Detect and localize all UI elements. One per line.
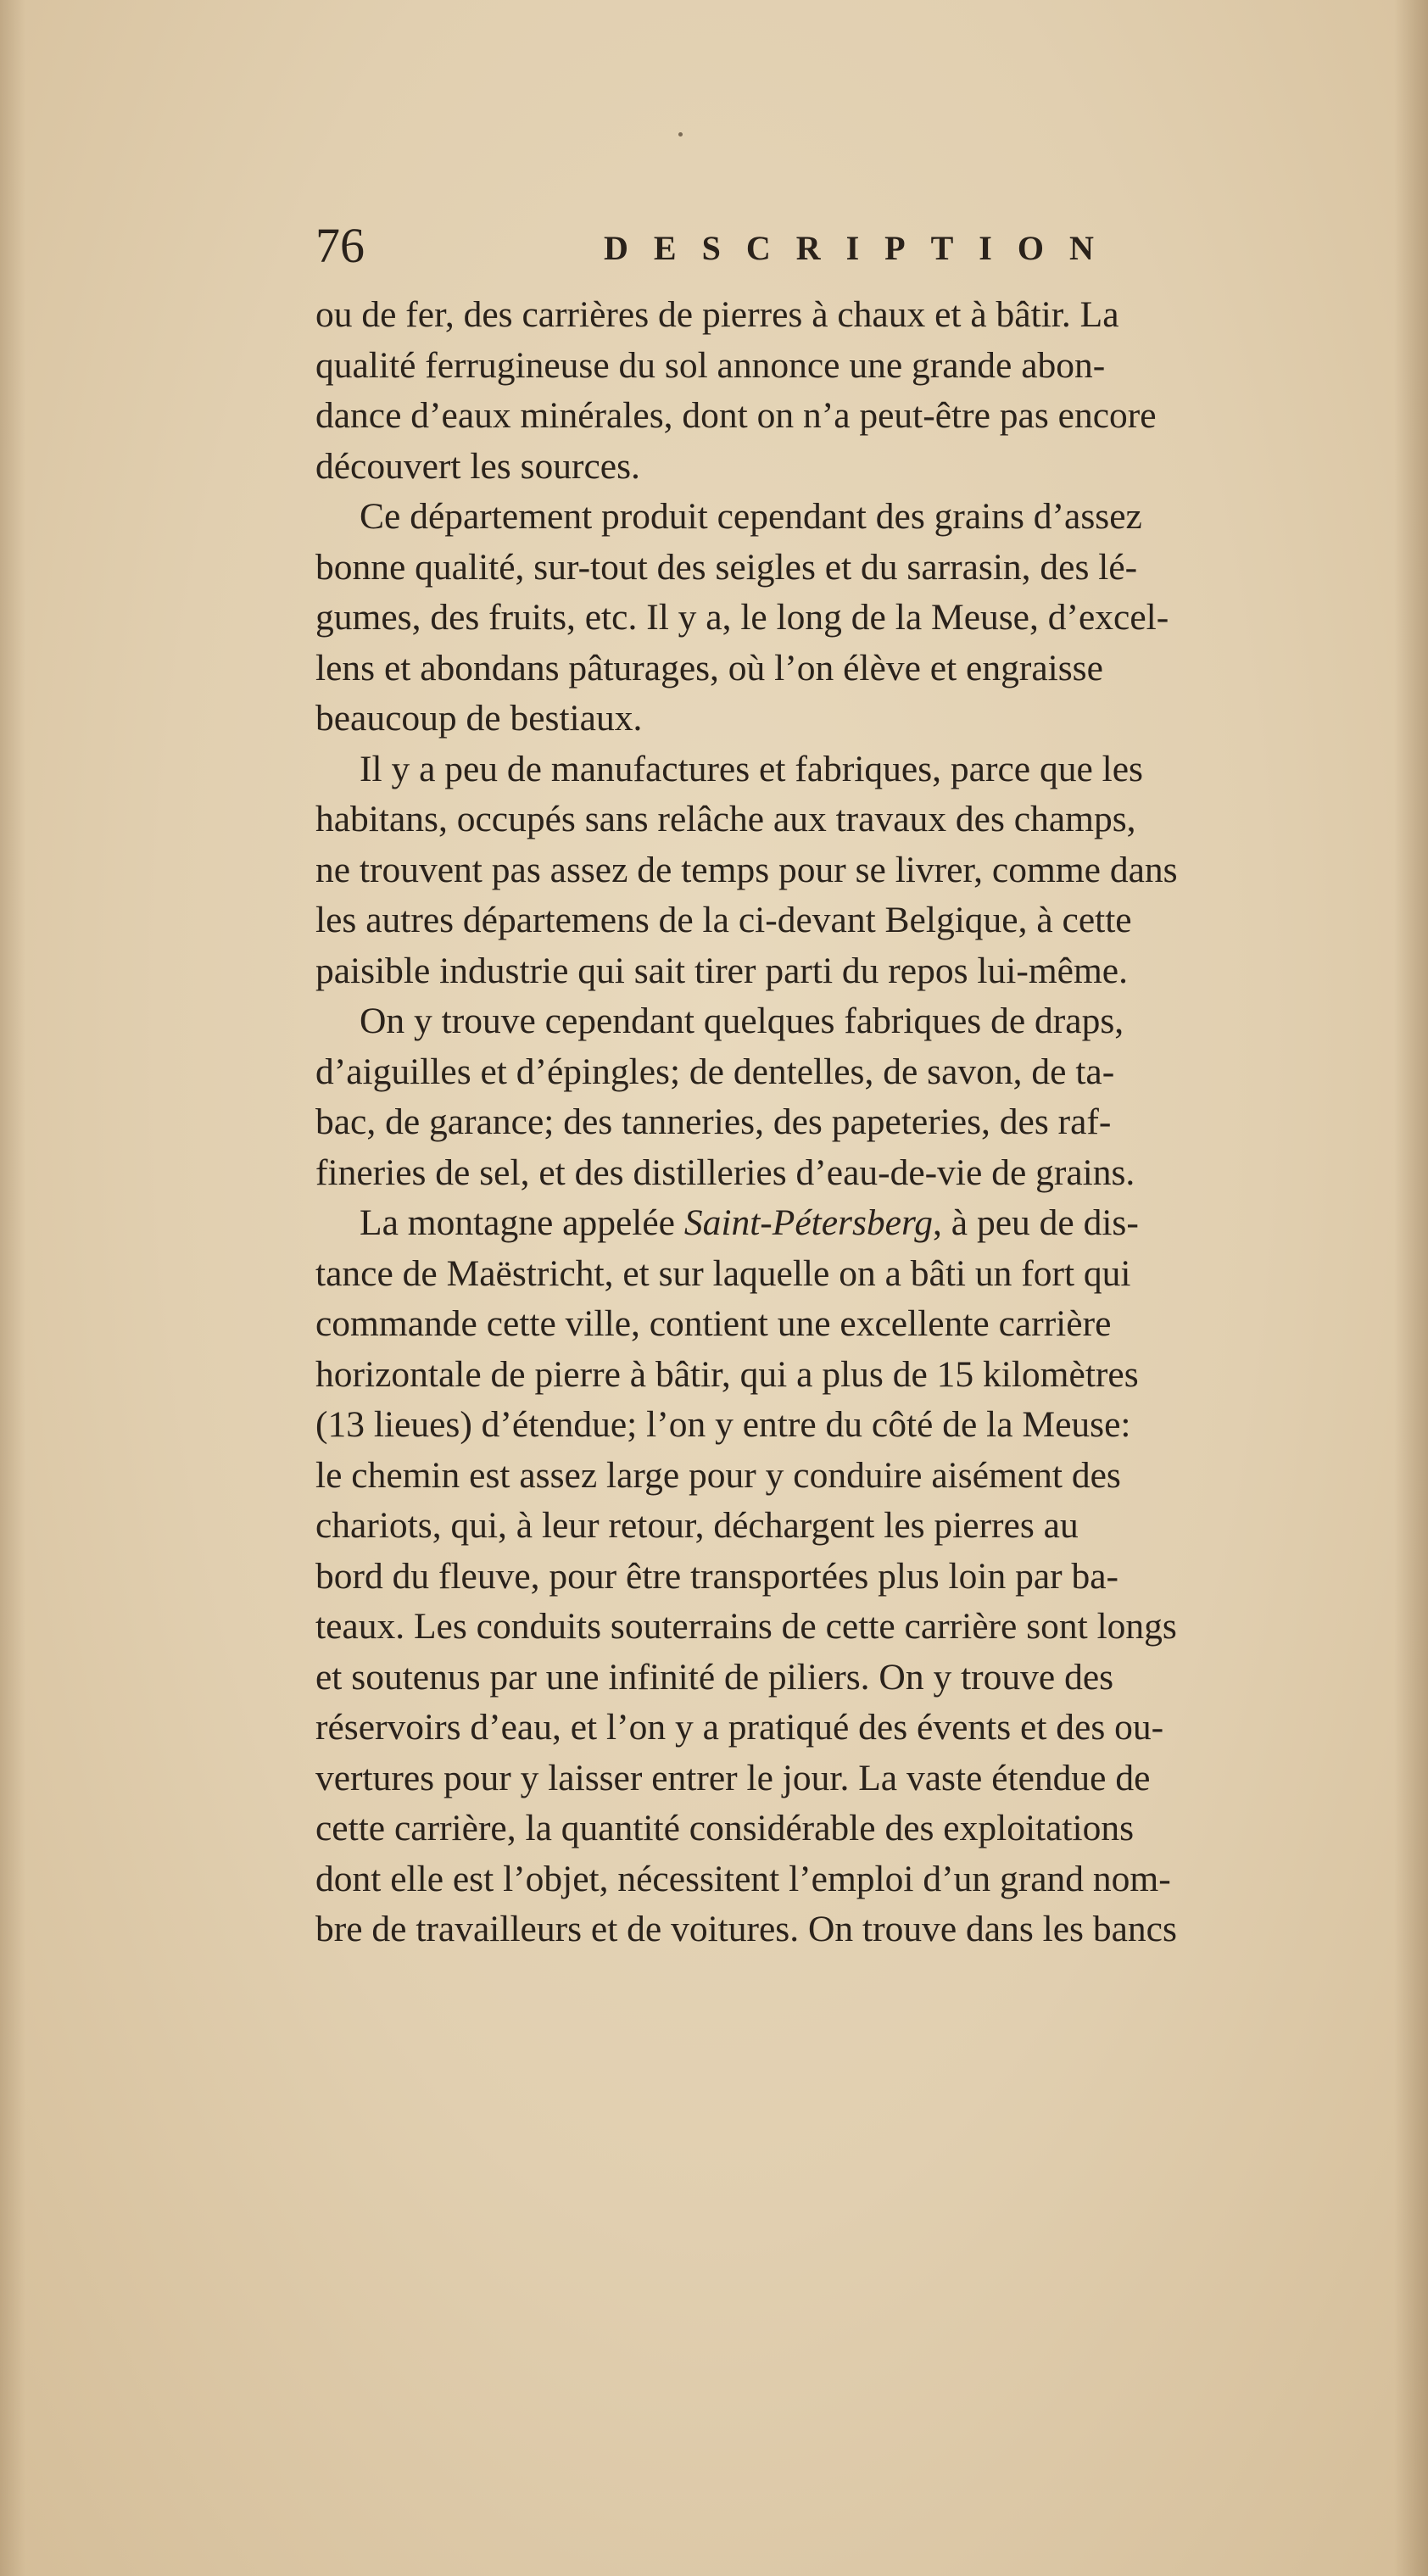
text-line: vertures pour y laisser entrer le jour. La vaste étendue de — [315, 1757, 1151, 1798]
text-line: chariots, qui, à leur retour, déchargent les pierres au — [315, 1505, 1079, 1546]
text-line: d’aiguilles et d’épingles; de dentelles, de savon, de ta- — [315, 1051, 1115, 1092]
text-line — [315, 1198, 1428, 1249]
text-line: cette carrière, la quantité considérable des exploitations — [315, 1808, 1135, 1848]
text-line: le chemin est assez large pour y conduire aisément des — [315, 1454, 1121, 1496]
italic-place-name: Saint-Pétersberg — [683, 1202, 934, 1243]
body-text — [315, 290, 1428, 1955]
text-segment: , à peu de dis- — [933, 1202, 1139, 1243]
page-left-shadow — [0, 0, 25, 2576]
text-line: bre de travailleurs et de voitures. On trouve dans les bancs — [315, 1909, 1177, 1949]
text-line: paisible industrie qui sait tirer parti du repos lui-même. — [315, 950, 1128, 991]
text-line: réservoirs d’eau, et l’on y a pratiqué des évents et des ou- — [315, 1707, 1164, 1748]
text-line: Ce département produit cependant des grains d’assez — [360, 496, 1142, 537]
page-number: 76 — [315, 218, 365, 273]
text-line: qualité ferrugineuse du sol annonce une grande abon- — [315, 344, 1106, 386]
text-line: teaux. Les conduits souterrains de cette carrière sont longs — [315, 1606, 1177, 1647]
text-line: fineries de sel, et des distilleries d’eau-de-vie de grains. — [315, 1151, 1135, 1193]
text-line: découvert les sources. — [315, 445, 640, 487]
text-line: ou de fer, des carrières de pierres à chaux et à bâtir. La — [315, 294, 1119, 335]
text-line: tance de Maëstricht, et sur laquelle on a bâti un fort qui — [315, 1252, 1131, 1294]
text-line: bonne qualité, sur-tout des seigles et du sarrasin, des lé- — [315, 546, 1138, 588]
text-line: On y trouve cependant quelques fabriques de draps, — [360, 1001, 1124, 1041]
text-line: bac, de garance; des tanneries, des papeteries, des raf- — [315, 1101, 1112, 1142]
text-line: habitans, occupés sans relâche aux travaux des champs, — [315, 799, 1136, 839]
text-segment: La montagne appelée — [360, 1202, 684, 1243]
text-line: (13 lieues) d’étendue; l’on y entre du côté de la Meuse: — [315, 1404, 1131, 1445]
text-line: gumes, des fruits, etc. Il y a, le long de la Meuse, d’excel- — [315, 597, 1169, 638]
text-line: et soutenus par une infinité de piliers. On y trouve des — [315, 1656, 1114, 1698]
page-header — [315, 212, 1384, 280]
text-line: dance d’eaux minérales, dont on n’a peut-être pas encore — [315, 395, 1157, 436]
text-line: les autres départemens de la ci-devant Belgique, à cette — [315, 900, 1132, 940]
text-line: bord du fleuve, pour être transportées plus loin par ba- — [315, 1555, 1119, 1597]
text-line: Il y a peu de manufactures et fabriques, parce que les — [360, 748, 1143, 789]
text-line: beaucoup de bestiaux. — [315, 698, 643, 739]
text-line: dont elle est l’objet, nécessitent l’emploi d’un grand nom- — [315, 1858, 1171, 1899]
running-title: DESCRIPTION — [604, 229, 1119, 267]
paper-speck — [678, 132, 683, 137]
text-line: horizontale de pierre à bâtir, qui a plus de 15 kilomètres — [315, 1353, 1139, 1395]
text-line: lens et abondans pâturages, où l’on élève et engraisse — [315, 647, 1103, 689]
text-line: commande cette ville, contient une excellente carrière — [315, 1303, 1112, 1344]
text-line: ne trouvent pas assez de temps pour se livrer, comme dans — [315, 849, 1178, 890]
